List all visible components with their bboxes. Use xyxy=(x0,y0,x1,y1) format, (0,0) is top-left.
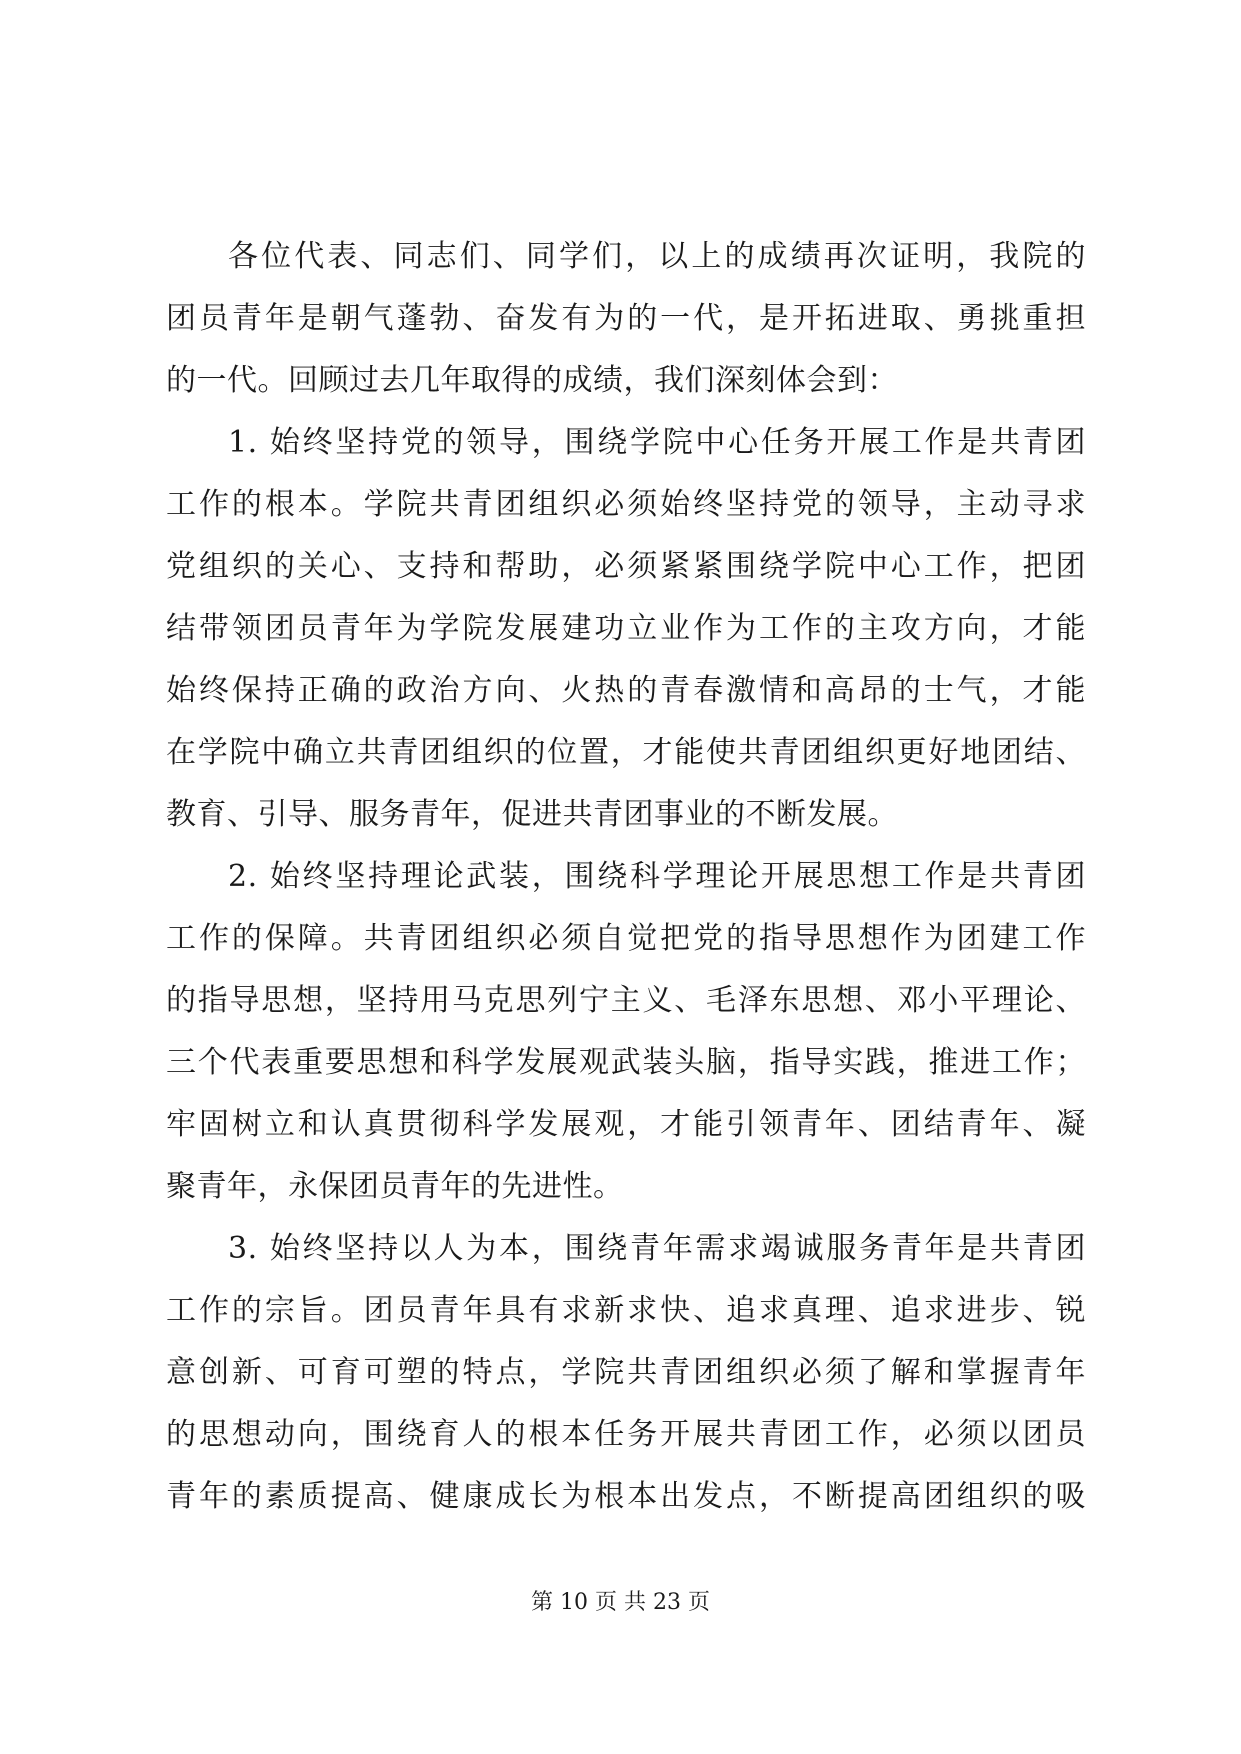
paragraph-3-line-5: 牢固树立和认真贯彻科学发展观，才能引领青年、团结青年、凝 xyxy=(166,1107,1086,1142)
paragraph-3-line-1: 2. 始终坚持理论武装，围绕科学理论开展思想工作是共青团 xyxy=(228,859,1086,894)
paragraph-2-line-2: 工作的根本。学院共青团组织必须始终坚持党的领导，主动寻求 xyxy=(166,487,1086,522)
paragraph-1-line-1: 各位代表、同志们、同学们，以上的成绩再次证明，我院的 xyxy=(228,239,1086,274)
paragraph-1-line-2: 团员青年是朝气蓬勃、奋发有为的一代，是开拓进取、勇挑重担 xyxy=(166,301,1086,336)
body-text xyxy=(166,226,1086,1528)
paragraph-3-line-3: 的指导思想，坚持用马克思列宁主义、毛泽东思想、邓小平理论、 xyxy=(166,983,1086,1018)
paragraph-4-line-1: 3. 始终坚持以人为本，围绕青年需求竭诚服务青年是共青团 xyxy=(228,1231,1086,1266)
paragraph-3-line-6: 聚青年，永保团员青年的先进性。 xyxy=(166,1169,624,1204)
paragraph-4-line-4: 的思想动向，围绕育人的根本任务开展共青团工作，必须以团员 xyxy=(166,1417,1086,1452)
paragraph-2-line-7: 教育、引导、服务青年，促进共青团事业的不断发展。 xyxy=(166,797,898,832)
paragraph-4-line-3: 意创新、可育可塑的特点，学院共青团组织必须了解和掌握青年 xyxy=(166,1355,1086,1390)
paragraph-2-line-4: 结带领团员青年为学院发展建功立业作为工作的主攻方向，才能 xyxy=(166,611,1086,646)
paragraph-4-line-2: 工作的宗旨。团员青年具有求新求快、追求真理、追求进步、锐 xyxy=(166,1293,1086,1328)
paragraph-4-line-5: 青年的素质提高、健康成长为根本出发点，不断提高团组织的吸 xyxy=(166,1479,1086,1514)
paragraph-2-line-1: 1. 始终坚持党的领导，围绕学院中心任务开展工作是共青团 xyxy=(228,425,1086,460)
paragraph-2-line-6: 在学院中确立共青团组织的位置，才能使共青团组织更好地团结、 xyxy=(166,735,1086,770)
paragraph-1-line-3: 的一代。回顾过去几年取得的成绩，我们深刻体会到： xyxy=(166,363,898,398)
page-number-footer: 第 10 页 共 23 页 xyxy=(531,1590,710,1615)
paragraph-2-line-3: 党组织的关心、支持和帮助，必须紧紧围绕学院中心工作，把团 xyxy=(166,549,1086,584)
paragraph-3-line-4: 三个代表重要思想和科学发展观武装头脑，指导实践，推进工作； xyxy=(166,1045,1086,1080)
paragraph-3-line-2: 工作的保障。共青团组织必须自觉把党的指导思想作为团建工作 xyxy=(166,921,1086,956)
paragraph-2-line-5: 始终保持正确的政治方向、火热的青春激情和高昂的士气，才能 xyxy=(166,673,1086,708)
